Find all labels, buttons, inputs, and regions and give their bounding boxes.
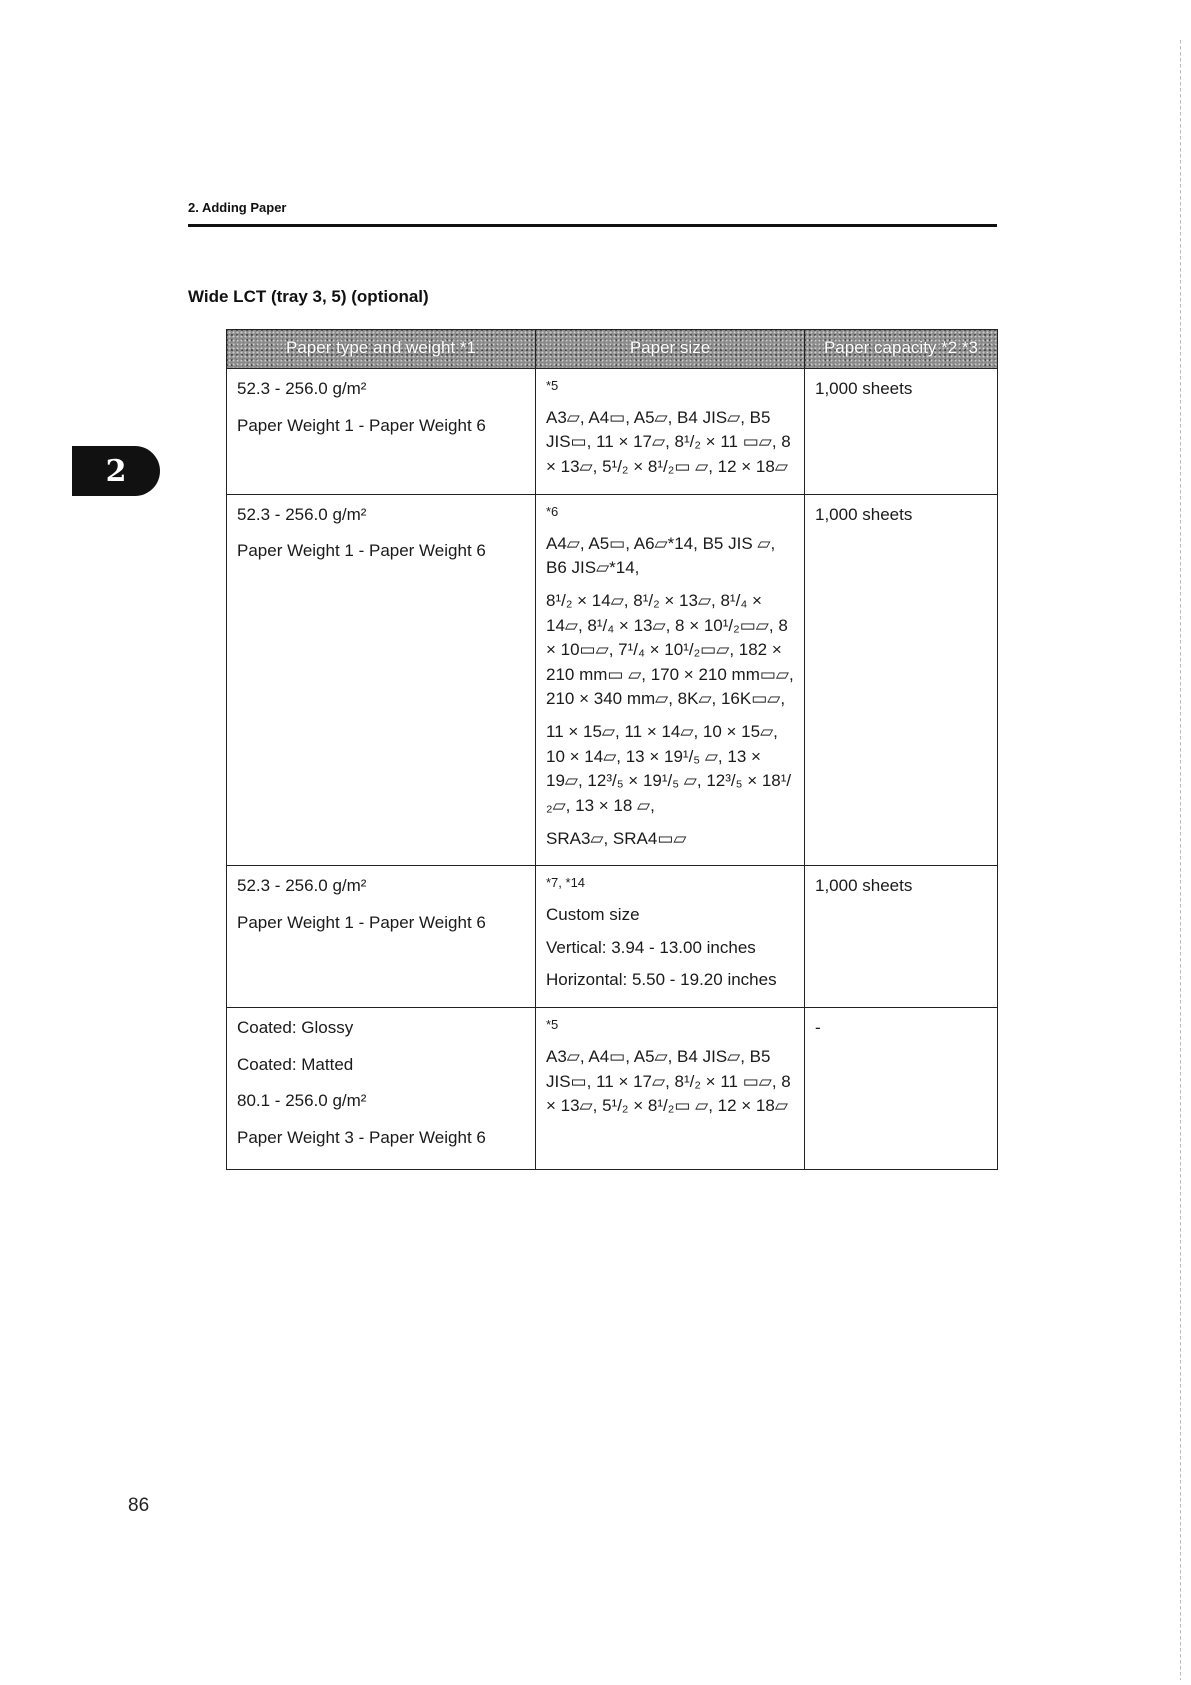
column-header-type: Paper type and weight *1 [227,330,536,369]
size-cell [536,1008,805,1170]
size-cell [536,369,805,495]
footnote-ref: *5 [546,1017,559,1033]
capacity-cell [805,369,998,495]
coating-type: Coated: Matted [237,1054,354,1074]
page-number: 86 [128,1495,150,1516]
type-cell [227,866,536,1008]
size-cell [536,866,805,1008]
chapter-tab [72,446,160,496]
capacity-value: 1,000 sheets [815,379,913,398]
section-title: Wide LCT (tray 3, 5) (optional) [188,287,429,306]
type-cell [227,1008,536,1170]
weight-range: 52.3 - 256.0 g/m² [237,379,367,398]
table-row [227,866,998,1008]
capacity-cell [805,494,998,866]
weight-class: Paper Weight 1 - Paper Weight 6 [237,415,486,435]
size-list: Custom size [546,905,640,925]
type-cell [227,369,536,495]
capacity-value: - [815,1018,821,1038]
table-row [227,494,998,866]
footnote-ref: *5 [546,378,559,393]
capacity-cell [805,1008,998,1170]
table-header-row [227,330,998,369]
weight-class: Paper Weight 1 - Paper Weight 6 [237,541,486,561]
weight-range: 52.3 - 256.0 g/m² [237,504,367,524]
column-header-size: Paper size [536,330,805,369]
scan-edge-line [1180,40,1181,1680]
table-row [227,1008,998,1170]
footnote-ref: *7, *14 [546,875,586,891]
size-list: 8¹/₂ × 14▱, 8¹/₂ × 13▱, 8¹/₄ × 14▱, 8¹/₄ × 13▱, 8 × 10¹/₂▭▱, 8 × 10▭▱, 7¹/₄ × 10¹/₂▭▱, 182 × 210 mm▭ ▱, 170 × 210 mm▭▱, 210 × 340 mm▱, 8K▱, 16K▭▱, [546,590,794,709]
table-row [227,369,998,495]
size-list: SRA3▱, SRA4▭▱ [546,828,687,848]
column-header-capacity: Paper capacity *2 *3 [805,330,998,369]
running-header: 2. Adding Paper [188,200,287,215]
size-cell [536,494,805,866]
size-list: A4▱, A5▭, A6▱*14, B5 JIS ▱, B6 JIS▱*14, [546,533,776,578]
capacity-cell [805,866,998,1008]
paper-spec-table [226,329,998,1170]
size-list: 11 × 15▱, 11 × 14▱, 10 × 15▱, 10 × 14▱, 13 × 19¹/₅ ▱, 13 × 19▱, 12³/₅ × 19¹/₅ ▱, 12³/₅ × 18¹/₂▱, 13 × 18 ▱, [546,722,792,816]
type-cell [227,494,536,866]
capacity-value: 1,000 sheets [815,876,913,896]
weight-class: Paper Weight 3 - Paper Weight 6 [237,1127,486,1147]
footnote-ref: *6 [546,503,559,519]
weight-class: Paper Weight 1 - Paper Weight 6 [237,912,486,932]
coating-type: Coated: Glossy [237,1018,354,1038]
chapter-number: 2 [105,453,127,489]
size-list: Vertical: 3.94 - 13.00 inches [546,937,756,957]
header-rule [188,224,997,227]
capacity-value: 1,000 sheets [815,504,913,524]
size-list: A3▱, A4▭, A5▱, B4 JIS▱, B5 JIS▭, 11 × 17▱, 8¹/₂ × 11 ▭▱, 8 × 13▱, 5¹/₂ × 8¹/₂▭ ▱, 12 × 18▱ [546,1046,791,1116]
size-list: A3▱, A4▭, A5▱, B4 JIS▱, B5 JIS▭, 11 × 17▱, 8¹/₂ × 11 ▭▱, 8 × 13▱, 5¹/₂ × 8¹/₂▭ ▱, 12 × 18▱ [546,407,791,477]
size-list: Horizontal: 5.50 - 19.20 inches [546,970,777,990]
weight-range: 80.1 - 256.0 g/m² [237,1091,367,1111]
weight-range: 52.3 - 256.0 g/m² [237,876,367,896]
